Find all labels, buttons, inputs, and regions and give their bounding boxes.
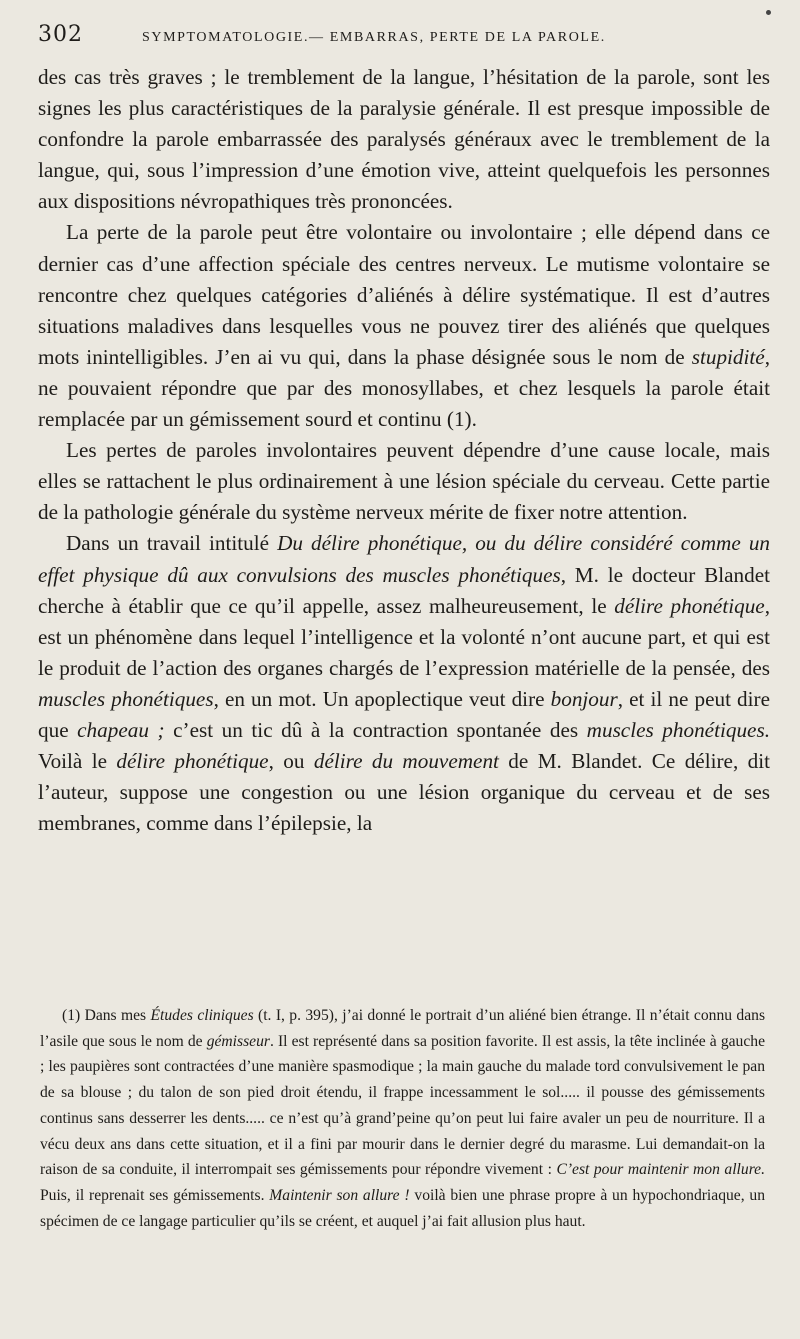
p4-italic-7: délire phonétique — [116, 749, 269, 774]
p4-text-f: c’est un tic dû à la contraction spontanée des — [164, 717, 587, 742]
p2-italic: stupidité — [691, 344, 765, 369]
main-text — [38, 62, 770, 839]
p2-text-a: La perte de la parole peut être volontaire ou involontaire ; elle dépend dans ce dernier cas d’une affection spéciale des centres nerveux. Le mutisme volontaire se rencontre chez quelques catégories d’aliénés à délire systématique. Il est d’autres situations maladives dans lesquelles vous ne pouvez tirer des aliénés que quelques mots inintelligibles. J’en ai vu qui, dans la phase désignée sous le nom de — [38, 220, 770, 369]
fn-italic-3: C’est pour maintenir mon allure. — [556, 1161, 765, 1179]
p4-italic-3: muscles phonétiques — [38, 686, 214, 711]
running-header — [38, 22, 770, 62]
p4-italic-5: chapeau ; — [77, 717, 165, 742]
p4-text-e: , et il ne peut dire que — [38, 686, 770, 742]
fn-italic-1: Études cliniques — [150, 1007, 254, 1024]
fn-text-e: voilà bien une phrase propre à un hypochondriaque, un spécimen de ce langage particulier qu’ils se créent, et auquel j’ai fait allusion plus haut. — [40, 1186, 765, 1230]
fn-italic-4: Maintenir son allure ! — [269, 1186, 410, 1204]
p2-text-b: , ne pouvaient répondre que par des monosyllabes, et chez lesquels la parole était remplacée par un gémissement sourd et continu (1). — [38, 344, 770, 432]
paragraph-1: des cas très graves ; le tremblement de la langue, l’hésitation de la parole, sont les signes les plus caractéristiques de la paralysie générale. Il est presque impossible de confondre la parole embarrassée des paralysés généraux avec le tremblement de la langue, qui, sous l’impression d’une émotion vive, atteint quelquefois les personnes aux dispositions névropathiques très prononcées. — [38, 65, 770, 214]
p4-text-c: , est un phénomène dans lequel l’intelligence et la volonté n’ont aucune part, et qui est le produit de l’action des organes chargés de l’expression matérielle de la pensée, des — [38, 593, 770, 680]
p4-italic-title: Du délire phonétique, ou du délire considéré comme un effet physique dû aux convulsions des muscles phonétiques — [38, 531, 771, 587]
p4-italic-8: délire du mouvement — [313, 749, 499, 774]
paragraph-4 — [38, 528, 770, 839]
p4-text-g: Voilà le — [38, 749, 117, 774]
footnote-section — [40, 1003, 765, 1234]
fn-text-a: (1) Dans mes — [62, 1007, 151, 1024]
p4-text-d: , en un mot. Un apoplectique veut dire — [213, 686, 551, 711]
page-number: 302 — [38, 22, 83, 47]
fn-text-b: (t. I, p. 395), j’ai donné le portrait d’un aliéné bien étrange. Il n’était connu dans l’asile que sous le nom de — [40, 1007, 766, 1050]
fn-text-c: . Il est représenté dans sa position favorite. Il est assis, la tête inclinée à gauche ; les paupières sont contractées d’une manière spasmodique ; la main gauche du malade tord convulsivement le pan de sa blouse ; du talon de son pied droit étendu, il frappe incessamment le sol..... il pousse des gémissements continus sans desserrer les dents..... ce n’est qu’à grand’peine qu’on peut lui faire avaler un peu de nourriture. Il a vécu deux ans dans cette situation, et il a fini par mourir dans le dernier degré du marasme. Lui demandait-on la raison de sa conduite, il interrompait ses gémissements pour répondre vivement : — [40, 1032, 765, 1179]
p4-text-b: , M. le docteur Blandet cherche à établir que ce qu’il appelle, assez malheureusement, le — [38, 562, 770, 618]
ink-dot — [766, 10, 771, 15]
p4-italic-4: bonjour — [550, 686, 618, 711]
p4-text-i: de M. Blandet. Ce délire, dit l’auteur, suppose une congestion ou une lésion organique du cerveau et de ses membranes, comme dans l’épilepsie, la — [38, 749, 770, 836]
p4-text-h: , ou — [268, 749, 314, 774]
p4-text-a: Dans un travail intitulé — [66, 531, 278, 556]
fn-italic-2: gémisseur — [206, 1032, 270, 1050]
fn-text-d: Puis, il reprenait ses gémissements. — [40, 1186, 270, 1204]
paragraph-2 — [38, 217, 770, 435]
footnote-1 — [40, 1003, 765, 1234]
paragraph-3: Les pertes de paroles involontaires peuvent dépendre d’une cause locale, mais elles se rattachent le plus ordinairement à une lésion spéciale du cerveau. Cette partie de la pathologie générale du système nerveux mérite de fixer notre attention. — [38, 438, 770, 525]
running-title: SYMPTOMATOLOGIE.— EMBARRAS, PERTE DE LA PAROLE. — [142, 30, 606, 45]
p4-italic-2: délire phonétique — [614, 593, 765, 618]
p4-italic-6: muscles phonétiques. — [586, 717, 770, 742]
